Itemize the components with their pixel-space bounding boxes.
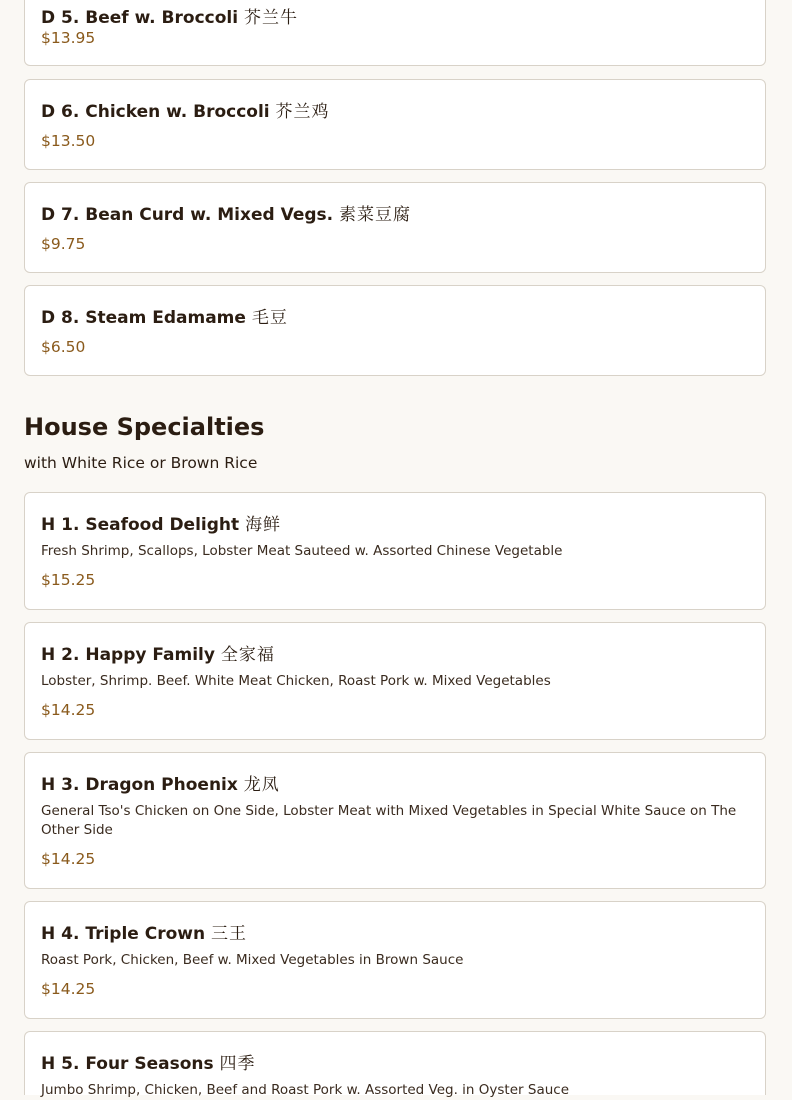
- item-name: [41, 770, 280, 795]
- item-price: $13.95: [41, 29, 96, 47]
- item-title: H 1. Seafood Delight: [41, 515, 240, 535]
- item-title: D 8. Steam Edamame: [41, 308, 246, 328]
- item-chinese-name: 龙凤: [243, 775, 280, 795]
- menu-item-card[interactable]: [24, 622, 766, 740]
- section-subtitle: with White Rice or Brown Rice: [24, 454, 258, 472]
- item-title: D 7. Bean Curd w. Mixed Vegs.: [41, 205, 334, 225]
- menu-item-card[interactable]: [24, 1031, 766, 1098]
- item-title: H 4. Triple Crown: [41, 924, 206, 944]
- item-chinese-name: 芥兰牛: [244, 8, 298, 28]
- item-chinese-name: 四季: [219, 1054, 256, 1074]
- item-title: D 6. Chicken w. Broccoli: [41, 102, 270, 122]
- item-title: H 5. Four Seasons: [41, 1054, 214, 1074]
- item-name: [41, 3, 298, 28]
- menu-item-card[interactable]: [24, 285, 766, 376]
- item-description: Fresh Shrimp, Scallops, Lobster Meat Sauteed w. Assorted Chinese Vegetable: [41, 543, 563, 559]
- item-name: [41, 1049, 256, 1074]
- menu-item-card[interactable]: [24, 492, 766, 610]
- item-chinese-name: 素菜豆腐: [339, 205, 412, 225]
- item-name: [41, 919, 247, 944]
- item-price: $15.25: [41, 571, 96, 589]
- menu-item-card[interactable]: [24, 182, 766, 273]
- item-chinese-name: 海鲜: [245, 515, 282, 535]
- item-chinese-name: 三王: [211, 924, 248, 944]
- item-description: Roast Pork, Chicken, Beef w. Mixed Vegetables in Brown Sauce: [41, 952, 464, 968]
- menu-item-card[interactable]: [24, 752, 766, 889]
- menu-item-card[interactable]: [24, 901, 766, 1019]
- item-chinese-name: 全家福: [220, 645, 275, 665]
- menu-item-card[interactable]: [24, 0, 766, 66]
- item-name: [41, 97, 330, 122]
- item-price: $6.50: [41, 338, 86, 356]
- item-description: General Tso's Chicken on One Side, Lobster Meat with Mixed Vegetables in Special White Sauce on The Other Side: [41, 803, 737, 838]
- item-name: [41, 510, 281, 535]
- item-name: [41, 303, 288, 328]
- item-price: $14.25: [41, 701, 96, 719]
- section-title: House Specialties: [24, 413, 265, 441]
- item-price: $9.75: [41, 235, 86, 253]
- item-title: H 2. Happy Family: [41, 645, 215, 665]
- item-description: Jumbo Shrimp, Chicken, Beef and Roast Pork w. Assorted Veg. in Oyster Sauce: [41, 1082, 569, 1098]
- item-title: D 5. Beef w. Broccoli: [41, 8, 239, 28]
- item-chinese-name: 芥兰鸡: [275, 102, 330, 122]
- item-name: [41, 640, 275, 665]
- item-price: $13.50: [41, 132, 96, 150]
- item-name: [41, 200, 411, 225]
- item-price: $14.25: [41, 980, 96, 998]
- item-chinese-name: 毛豆: [251, 308, 288, 328]
- menu-item-card[interactable]: [24, 79, 766, 170]
- item-price: $14.25: [41, 850, 96, 868]
- item-title: H 3. Dragon Phoenix: [41, 775, 238, 795]
- item-description: Lobster, Shrimp. Beef. White Meat Chicken, Roast Pork w. Mixed Vegetables: [41, 673, 551, 689]
